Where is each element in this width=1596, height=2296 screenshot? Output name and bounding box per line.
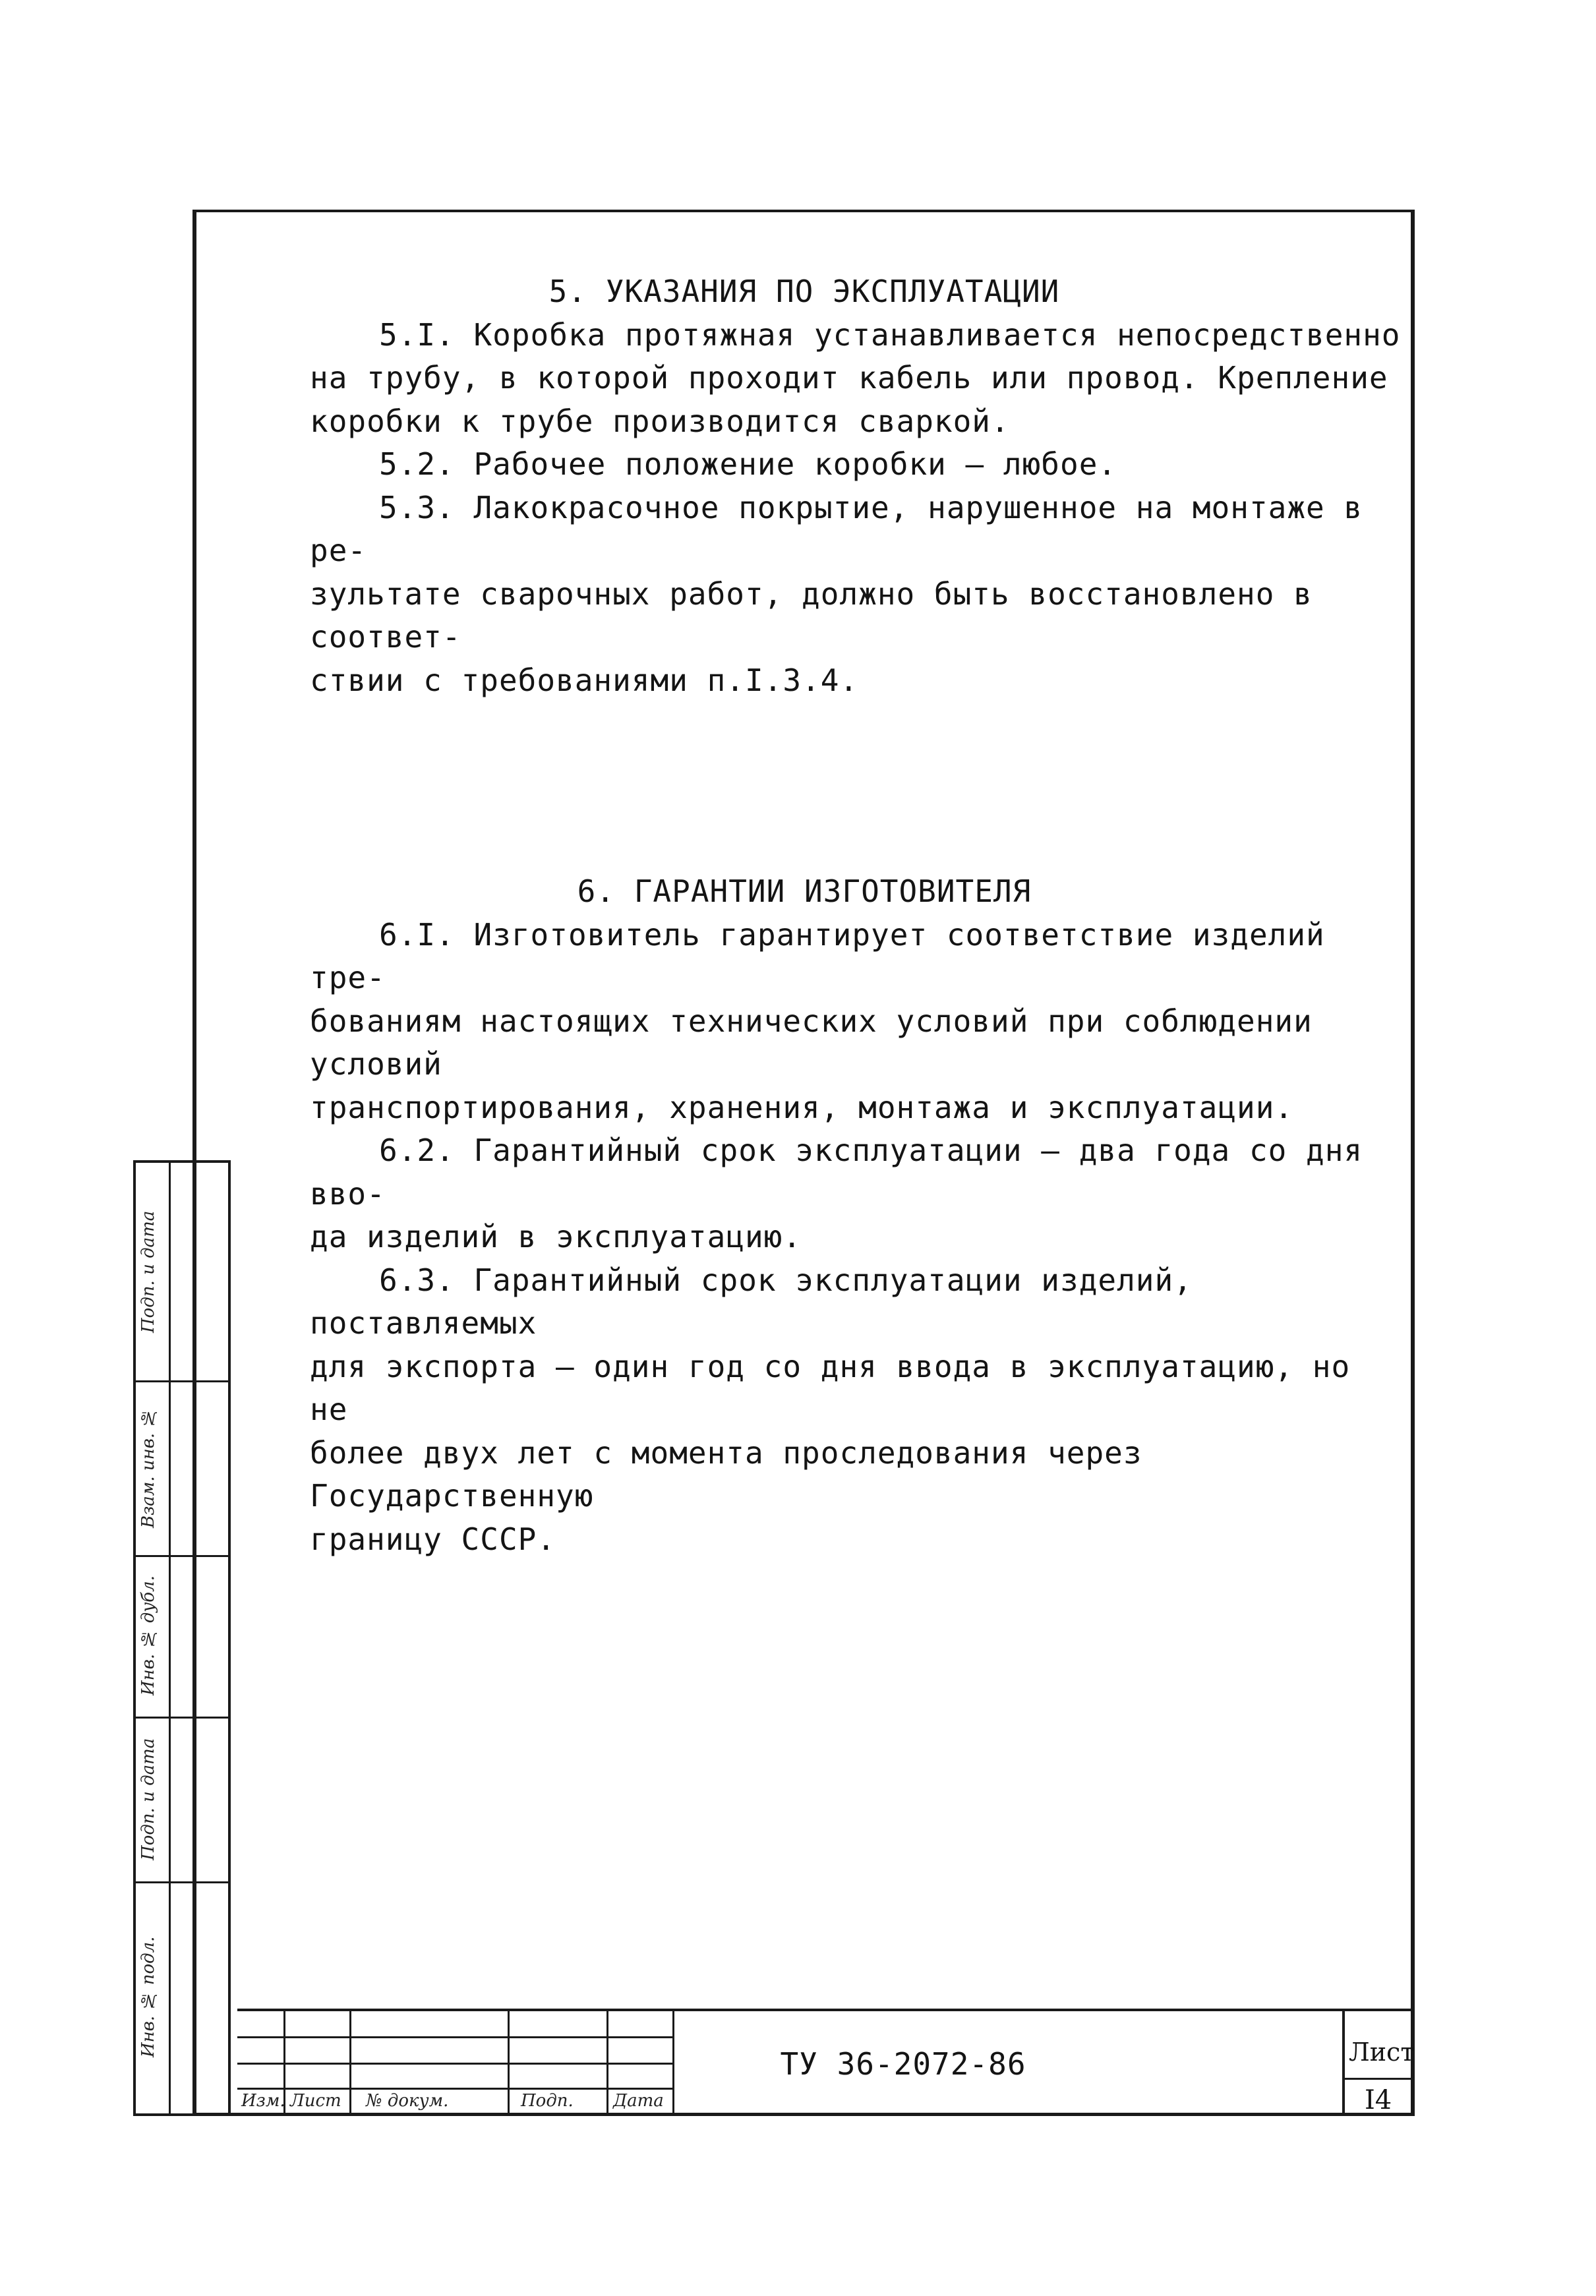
text-line: 5.3. Лакокрасочное покрытие, нарушенное на монтаже в ре- (310, 489, 1363, 568)
side-label-replaced-inv: Взам. инв. № (138, 1407, 158, 1528)
sheet-number: I4 (1365, 2085, 1392, 2115)
section-gap (310, 702, 1404, 870)
document-body (310, 270, 1404, 1561)
grid-line (1345, 2078, 1415, 2080)
side-label-dup-inv: Инв. № дубл. (138, 1575, 158, 1696)
strip-divider (136, 1717, 228, 1719)
section-5-para-2 (310, 443, 1404, 486)
column-label-date: Дата (613, 2091, 664, 2111)
grid-line (508, 2011, 510, 2116)
text-line: зультате сварочных работ, должно быть восстановлено в соответ- (310, 575, 1313, 655)
sheet-box (1342, 2011, 1415, 2116)
column-label-change: Изм. (241, 2091, 285, 2111)
text-line: 5.I. Коробка протяжная устанавливается непосредственно (379, 316, 1401, 353)
grid-line (606, 2011, 608, 2116)
strip-divider (136, 1380, 228, 1382)
section-5-para-3 (310, 486, 1404, 703)
text-line: 6.I. Изготовитель гарантирует соответствие изделий тре- (310, 916, 1325, 995)
text-line: 6.2. Гарантийный срок эксплуатации – два года со дня вво- (310, 1133, 1363, 1212)
strip-divider (136, 1555, 228, 1557)
grid-line (349, 2011, 351, 2116)
text-line: да изделий в эксплуатацию. (310, 1219, 802, 1254)
text-line: для экспорта – один год со дня ввода в эксплуатацию, но не (310, 1348, 1351, 1427)
document-code: ТУ 36-2072-86 (780, 2046, 1026, 2082)
text-line: 5.2. Рабочее положение коробки – любое. (379, 446, 1117, 482)
sheet-label: Лист (1349, 2038, 1415, 2067)
text-line: на трубу, в которой проходит кабель или провод. Крепление (310, 360, 1388, 396)
section-6-para-3 (310, 1259, 1404, 1562)
strip-divider (169, 1163, 171, 2113)
column-label-doc-number: № докум. (366, 2091, 449, 2111)
text-line: коробки к трубе производится сваркой. (310, 403, 1010, 439)
side-strip (133, 1160, 231, 2116)
side-label-original-inv: Инв. № подл. (138, 1936, 158, 2057)
section-6-para-1 (310, 914, 1404, 1130)
strip-divider (136, 1881, 228, 1883)
text-line: 6.3. Гарантийный срок эксплуатации изделий, поставляемых (310, 1262, 1193, 1341)
text-line: транспортирования, хранения, монтажа и эксплуатации. (310, 1089, 1294, 1125)
text-line: более двух лет с момента проследования через Государственную (310, 1434, 1142, 1514)
revision-grid (237, 2011, 672, 2116)
section-5-para-1 (310, 314, 1404, 444)
column-label-signature: Подп. (521, 2091, 574, 2111)
title-block (237, 2009, 1415, 2116)
side-label-sign-date-2: Подп. и дата (138, 1738, 158, 1860)
section-5-title: 5. УКАЗАНИЯ ПО ЭКСПЛУАТАЦИИ (548, 274, 1060, 309)
text-line: ствии с требованиями п.I.3.4. (310, 662, 859, 698)
text-line: бованиям настоящих технических условий при соблюдении условий (310, 1003, 1313, 1082)
column-label-sheet: Лист (290, 2091, 341, 2111)
section-6-title: 6. ГАРАНТИИ ИЗГОТОВИТЕЛЯ (577, 873, 1032, 909)
text-line: границу СССР. (310, 1521, 556, 1557)
side-label-sign-date: Подп. и дата (138, 1210, 158, 1333)
section-6-para-2 (310, 1129, 1404, 1259)
